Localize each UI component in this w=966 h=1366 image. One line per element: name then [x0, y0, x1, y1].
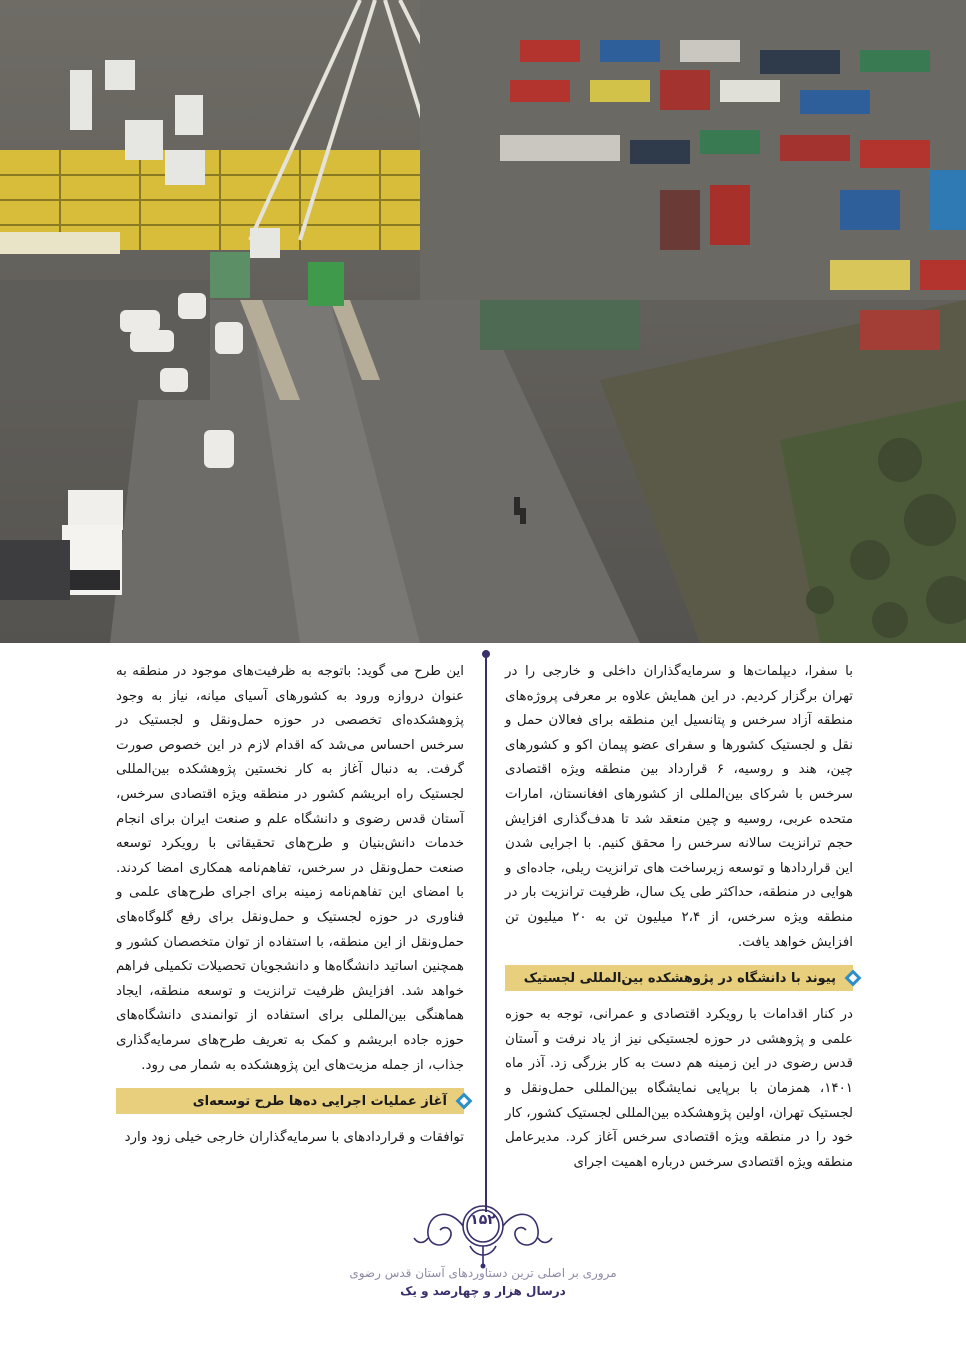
page-number: ۱۵۲ [470, 1212, 496, 1228]
page-ornament-icon [410, 1198, 556, 1270]
left-column [116, 660, 464, 1151]
section-heading-text: آغاز عملیات اجرایی ده‌ها طرح توسعه‌ای [192, 1093, 447, 1109]
footer-title: مروری بر اصلی ترین دستاوردهای آستان قدس رضوی [349, 1266, 617, 1280]
right-paragraph-1: با سفرا، دیپلمات‌ها و سرمایه‌گذاران داخلی و خارجی را در تهران برگزار کردیم. در این همایش علاوه بر معرفی پروژه‌های منطقه آزاد سرخس و پتانسیل این منطقه برای فعالان حمل و نقل و لجستیک کشورها و سفرای عضو پیمان اکو و کشورهای چین، هند و روسیه، ۶ قرارداد بین منطقه ویژه اقتصادی سرخس با شرکای بین‌المللی از کشورهای افغانستان، امارات متحده عربی، روسیه و چین منعقد شد تا هدف‌گذاری افزایش حجم ترانزیت سالانه سرخس را محقق کنیم. با اجرایی شدن این قراردادها و توسعه زیرساخت های ترانزیت ریلی، جاده‌ای و هوایی در منطقه، حداکثر طی یک سال، ظرفیت ترانزیت بار در منطقه ویژه سرخس، از ۲،۴ میلیون تن به ۲۰ میلیون تن افزایش خواهد یافت. [505, 664, 853, 950]
section-heading-text: پیوند با دانشگاه در پژوهشکده بین‌المللی لجستیک [523, 970, 836, 986]
aerial-photo-illustration [0, 0, 966, 643]
column-divider [485, 652, 487, 1212]
aerial-photo [0, 0, 966, 643]
diamond-bullet-icon [844, 969, 862, 987]
section-heading-projects [116, 1088, 464, 1114]
footer-subtitle: درسال هزار و چهارصد و یک [400, 1284, 566, 1298]
left-paragraph-1: این طرح می گوید: باتوجه به ظرفیت‌های موجود در منطقه به عنوان دروازه ورود به کشورهای آسیای میانه، نیاز به وجود پژوهشکده‌ای تخصصی در حوزه حمل‌ونقل و لجستیک در سرخس احساس می‌شد که اقدام لازم در این خصوص صورت گرفت. به دنبال آغاز به کار نخستین پژوهشکده بین‌المللی لجستیک راه ابریشم کشور در منطقه ویژه اقتصادی سرخس، آستان قدس رضوی و دانشگاه علم و صنعت ایران برای انجام خدمات دانش‌بنیان و طرح‌های تحقیقاتی با رویکرد توسعه صنعت حمل‌ونقل در سرخس، تفاهم‌نامه همکاری امضا کردند. با امضای این تفاهم‌نامه زمینه برای اجرای طرح‌های علمی و فناوری در حوزه لجستیک و حمل‌ونقل برای رفع گلوگاه‌های حمل‌ونقل از این منطقه، با استفاده از توان متخصصان کشور و همچنین اساتید دانشگاه‌ها و دانشجویان تحصیلات تکمیلی فراهم خواهد شد. افزایش ظرفیت ترانزیت و توسعه منطقه، ایجاد هماهنگی بین‌المللی برای استفاده از توانمندی دانشگاه‌های حوزه جاده ابریشم و کمک به تعریف طرح‌های سرمایه‌گذاری جذاب، از جمله مزیت‌های این پژوهشکده به شمار می رود. [116, 664, 464, 1073]
right-paragraph-2: در کنار اقدامات با رویکرد اقتصادی و عمرانی، توجه به حوزه علمی و پژوهشی در حوزه لجستیکی نیز از یاد نرفت و آستان قدس رضوی در این زمینه هم دست به کار بزرگی زد. آذر ماه ۱۴۰۱، همزمان با برپایی نمایشگاه بین‌المللی حمل‌ونقل و لجستیک تهران، اولین پژوهشکده بین‌المللی لجستیک کشور، کار خود را در منطقه ویژه اقتصادی سرخس آغاز کرد. مدیرعامل منطقه ویژه اقتصادی سرخس درباره اهمیت اجرای [505, 1007, 853, 1170]
diamond-bullet-icon [455, 1092, 473, 1110]
divider-ornament-icon [480, 648, 492, 660]
left-paragraph-2: توافقات و قراردادهای با سرمایه‌گذاران خارجی خیلی زود وارد [124, 1130, 464, 1146]
right-column [505, 660, 853, 1175]
section-heading-university [505, 965, 853, 991]
